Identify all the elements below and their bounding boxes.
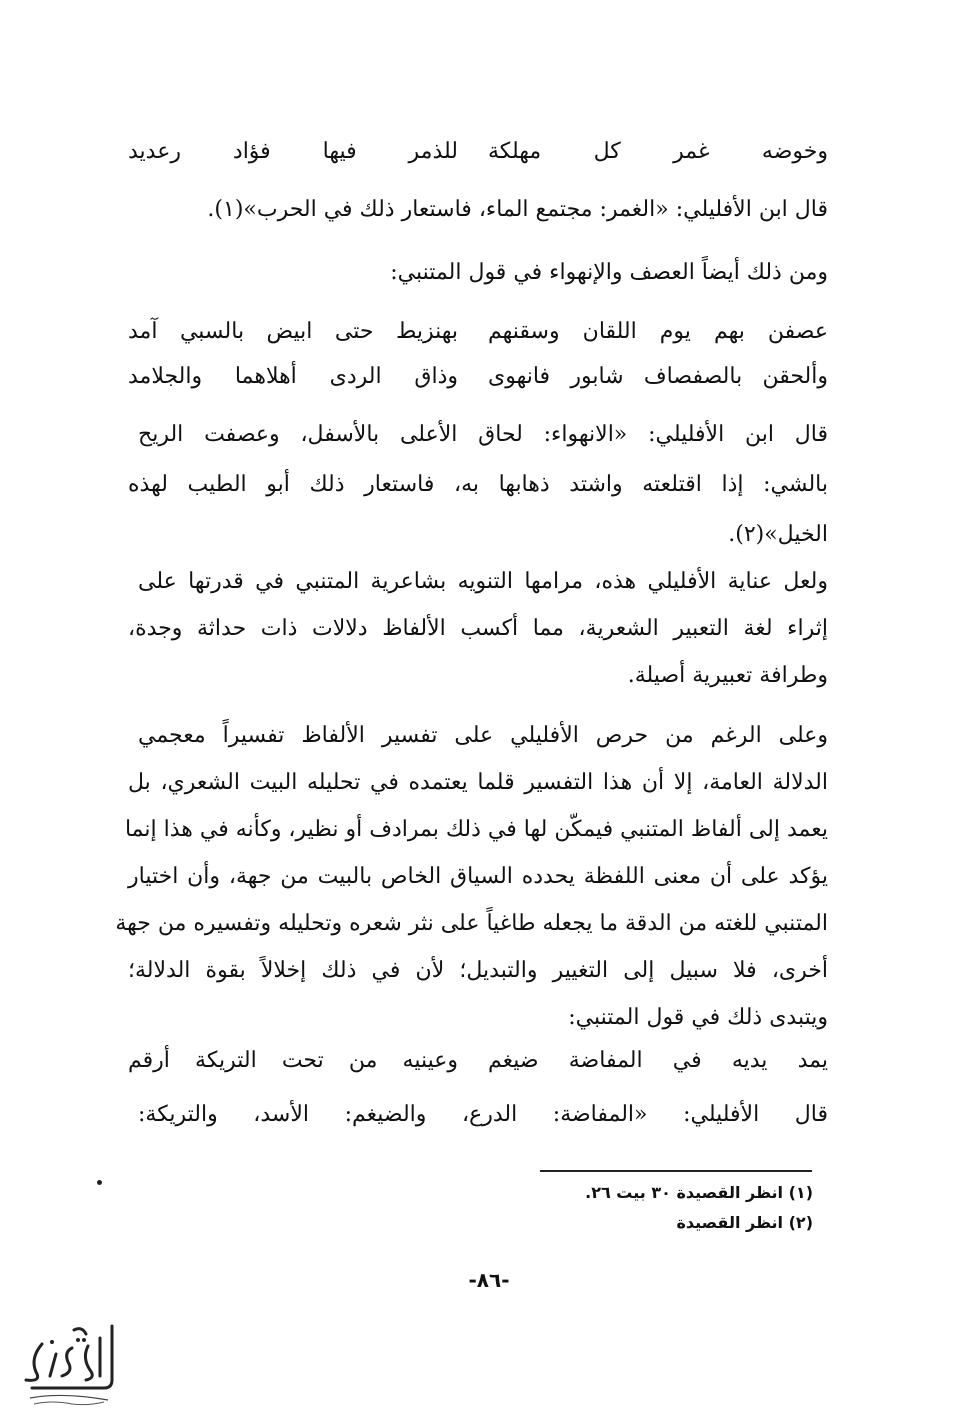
paragraph-3-line-3: الخيل»(٢). xyxy=(728,522,828,547)
footnote-separator xyxy=(540,1170,812,1172)
verse-3-first-hemistich: وألحقن بالصفصاف شابور فانهوى xyxy=(488,364,828,389)
paragraph-6-line-1: قال الأفليلي: «المفاضة: الدرع، والضيغم: الأسد، والتريكة: xyxy=(138,1102,828,1127)
paragraph-5-line-3: يعمد إلى ألفاظ المتنبي فيمكّن لها في ذلك بمرادف أو نظير، وكأنه في هذا إنما xyxy=(124,817,828,842)
calligraphy-stamp-logo xyxy=(12,1318,122,1408)
verse-3-second-hemistich: وذاق الردى أهلاهما والجلامد xyxy=(128,364,458,389)
page-number: -٨٦- xyxy=(468,1268,510,1292)
footnote-1: (١) انظر القصيدة ٣٠ بيت ٢٦. xyxy=(585,1183,813,1202)
verse-1-second-hemistich: للذمر فيها فؤاد رعديد xyxy=(128,139,458,164)
margin-dot xyxy=(97,1180,102,1185)
paragraph-2-line-1: ومن ذلك أيضاً العصف والإنهواء في قول المتنبي: xyxy=(390,260,828,285)
paragraph-4-line-1: ولعل عناية الأفليلي هذه، مرامها التنويه بشاعرية المتنبي في قدرتها على xyxy=(138,569,828,594)
paragraph-4-line-3: وطرافة تعبيرية أصيلة. xyxy=(627,663,828,688)
verse-4-first-hemistich: يمد يديه في المفاضة ضيغم xyxy=(488,1048,828,1073)
verse-3 xyxy=(128,360,828,396)
paragraph-4-line-2: إثراء لغة التعبير الشعرية، مما أكسب الألفاظ دلالات ذات حداثة وجدة، xyxy=(128,616,828,641)
paragraph-5-line-2: الدلالة العامة، إلا أن هذا التفسير قلما يعتمده في تحليله البيت الشعري، بل xyxy=(128,770,828,795)
verse-2 xyxy=(128,315,828,351)
footnote-2: (٢) انظر القصيدة xyxy=(676,1213,813,1232)
paragraph-5-line-6: أخرى، فلا سبيل إلى التغيير والتبديل؛ لأن في ذلك إخلالاً بقوة الدلالة؛ xyxy=(128,958,828,983)
paragraph-5-line-5: المتنبي للغته من الدقة ما يجعله طاغياً على نثر شعره وتحليله وتفسيره من جهة xyxy=(115,911,828,936)
paragraph-5-line-7: ويتبدى ذلك في قول المتنبي: xyxy=(568,1005,828,1030)
verse-1 xyxy=(128,135,828,171)
verse-4-second-hemistich: وعينيه من تحت التريكة أرقم xyxy=(128,1048,458,1073)
paragraph-3-line-1: قال ابن الأفليلي: «الانهواء: لحاق الأعلى بالأسفل، وعصفت الريح xyxy=(138,422,828,447)
verse-2-first-hemistich: عصفن بهم يوم اللقان وسقنهم xyxy=(488,319,828,344)
verse-2-second-hemistich: بهنزيط حتى ابيض بالسبي آمد xyxy=(128,319,458,344)
paragraph-5-line-1: وعلى الرغم من حرص الأفليلي على تفسير الألفاظ تفسيراً معجمي xyxy=(138,723,829,748)
paragraph-5-line-4: يؤكد على أن معنى اللفظة يحدده السياق الخاص بالبيت من جهة، وأن اختيار xyxy=(128,864,828,889)
verse-4 xyxy=(128,1044,828,1080)
paragraph-3-line-2: بالشي: إذا اقتلعته واشتد ذهابها به، فاستعار ذلك أبو الطيب لهذه xyxy=(128,472,828,497)
paragraph-1-line-1: قال ابن الأفليلي: «الغمر: مجتمع الماء، فاستعار ذلك في الحرب»(١). xyxy=(207,197,828,222)
verse-1-first-hemistich: وخوضه غمر كل مهلكة xyxy=(488,139,828,164)
